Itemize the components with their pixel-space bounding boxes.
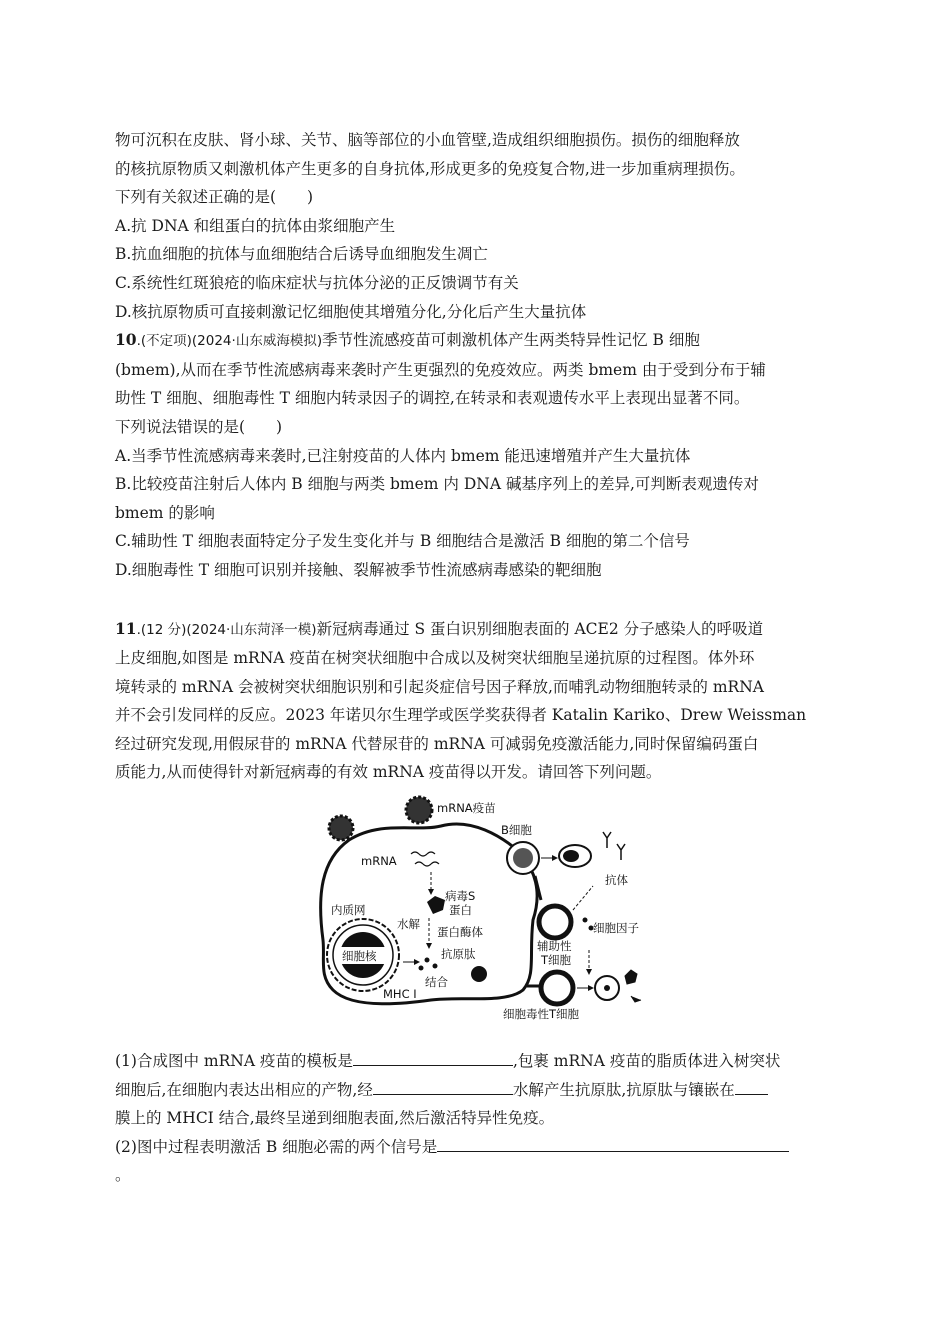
label-bind: 结合	[425, 975, 448, 989]
q9-line-3: 下列有关叙述正确的是( )	[115, 188, 314, 207]
q11-part1-text-c: 细胞后,在细胞内表达出相应的产物,经	[115, 1080, 373, 1099]
q10-line-2: (bmem),从而在季节性流感病毒来袭时产生更强烈的免疫效应。两类 bmem 由于受到分布于辅	[115, 360, 766, 379]
q10-option-d: D.细胞毒性 T 细胞可识别并接触、裂解被季节性流感病毒感染的靶细胞	[115, 560, 602, 579]
antibody-y-1	[603, 832, 611, 848]
q11-part1-line-3: 膜上的 MHCⅠ 结合,最终呈递到细胞表面,然后激活特异性免疫。	[115, 1109, 555, 1128]
q11-part2-line-2: 。	[115, 1166, 131, 1185]
q11-part1-text-a: (1)合成图中 mRNA 疫苗的模板是	[115, 1052, 353, 1070]
q10-option-a: A.当季节性流感病毒来袭时,已注射疫苗的人体内 bmem 能迅速增殖并产生大量抗体	[115, 446, 691, 465]
q11-line-5: 经过研究发现,用假尿苷的 mRNA 代替尿苷的 mRNA 可减弱免疫激活能力,同时保留编码蛋白	[115, 734, 759, 753]
q11-part1-text-d: 水解产生抗原肽,抗原肽与镶嵌在	[512, 1080, 735, 1099]
q10-line-1	[115, 326, 840, 356]
q9-option-a: A.抗 DNA 和组蛋白的抗体由浆细胞产生	[115, 216, 396, 235]
label-mrna: mRNA	[361, 854, 397, 868]
q9-option-c: C.系统性红斑狼疮的临床症状与抗体分泌的正反馈调节有关	[115, 273, 519, 292]
q11-stem-start: 新冠病毒通过 S 蛋白识别细胞表面的 ACE2 分子感染人的呼吸道	[316, 619, 764, 638]
label-er: 内质网	[331, 903, 366, 917]
answer-blank-template[interactable]	[353, 1047, 513, 1066]
mrna-strands	[411, 852, 439, 866]
q9-option-d: D.核抗原物质可直接刺激记忆细胞使其增殖分化,分化后产生大量抗体	[115, 302, 587, 321]
answer-blank-signals[interactable]	[437, 1133, 789, 1152]
diagram-svg	[311, 790, 661, 1022]
label-helper-2: T细胞	[541, 953, 572, 967]
label-mhc: MHC Ⅰ	[383, 987, 417, 1001]
q11-part1-line-1	[115, 1047, 840, 1076]
label-antibody: 抗体	[605, 873, 628, 887]
label-cytokine: 细胞因子	[593, 921, 639, 935]
label-b-cell: B细胞	[501, 823, 532, 837]
q11-line-3: 境转录的 mRNA 会被树突状细胞识别和引起炎症信号因子释放,而哺乳动物细胞转录的 mRNA	[115, 677, 764, 696]
q11-number: 11	[115, 618, 137, 638]
vaccine-particle-2	[329, 816, 353, 840]
dendritic-cell-diagram	[311, 790, 661, 1022]
label-nucleus: 细胞核	[342, 949, 377, 963]
q11-line-1	[115, 615, 840, 645]
q11-part1-text-b: ,包裹 mRNA 疫苗的脂质体进入树突状	[512, 1052, 781, 1070]
q11-line-4: 并不会引发同样的反应。2023 年诺贝尔生理学或医学奖获得者 Katalin Kariko、Drew Weissman	[115, 706, 807, 725]
q9-line-2: 的核抗原物质又刺激机体产生更多的自身抗体,形成更多的免疫复合物,进一步加重病理损伤。	[115, 159, 745, 178]
answer-block	[115, 1047, 840, 1190]
q10-source-tag: .(不定项)(2024·山东威海模拟)	[136, 333, 323, 350]
s-protein-blob	[427, 896, 445, 914]
antibody-y-2	[617, 844, 625, 860]
q11-line-2: 上皮细胞,如图是 mRNA 疫苗在树突状细胞中合成以及树突状细胞呈递抗原的过程图。体外环	[115, 649, 755, 668]
vaccine-particle-1	[406, 797, 432, 823]
label-ctl: 细胞毒性T细胞	[503, 1007, 580, 1021]
mhc-complex	[471, 966, 487, 982]
q9-line-1: 物可沉积在皮肤、肾小球、关节、脑等部位的小血管壁,造成组织细胞损伤。损伤的细胞释放	[115, 131, 740, 149]
q10-line-4: 下列说法错误的是( )	[115, 417, 283, 436]
answer-blank-hydrolysis[interactable]	[373, 1076, 513, 1095]
q10-number: 10	[115, 330, 137, 350]
q11-source-tag: .(12 分)(2024·山东菏泽一模)	[136, 621, 317, 638]
q10-option-b-1: B.比较疫苗注射后人体内 B 细胞与两类 bmem 内 DNA 碱基序列上的差异,可判断表观遗传对	[115, 475, 759, 494]
q11-part2-line-1	[115, 1133, 840, 1162]
q10-option-b-2: bmem 的影响	[115, 503, 215, 522]
q10-option-c: C.辅助性 T 细胞表面特定分子发生变化并与 B 细胞结合是激活 B 细胞的第二个信号	[115, 532, 690, 551]
q10-stem-start: 季节性流感疫苗可刺激机体产生两类特异性记忆 B 细胞	[322, 331, 700, 350]
q10-line-3: 助性 T 细胞、细胞毒性 T 细胞内转录因子的调控,在转录和表观遗传水平上表现出显著不同。	[115, 389, 750, 408]
q11-line-6: 质能力,从而使得针对新冠病毒的有效 mRNA 疫苗得以开发。请回答下列问题。	[115, 763, 662, 782]
label-proteasome: 蛋白酶体	[437, 925, 483, 939]
label-hydrolysis: 水解	[397, 917, 420, 931]
target-cell-lysis	[625, 970, 641, 1002]
label-helper-1: 辅助性	[537, 939, 572, 953]
q11-part2-text-a: (2)图中过程表明激活 B 细胞必需的两个信号是	[115, 1137, 438, 1156]
helper-t-cell	[539, 906, 571, 938]
label-virus-s: 病毒S	[445, 889, 476, 903]
label-antigen-peptide: 抗原肽	[441, 947, 476, 961]
q9-option-b: B.抗血细胞的抗体与血细胞结合后诱导血细胞发生凋亡	[115, 245, 488, 264]
question-text-block	[115, 126, 840, 787]
label-mrna-vaccine: mRNA疫苗	[437, 801, 496, 815]
label-protein: 蛋白	[449, 903, 472, 917]
answer-blank-membrane[interactable]	[735, 1076, 768, 1095]
cytotoxic-t-cell	[541, 972, 573, 1004]
q11-part1-line-2	[115, 1076, 840, 1105]
